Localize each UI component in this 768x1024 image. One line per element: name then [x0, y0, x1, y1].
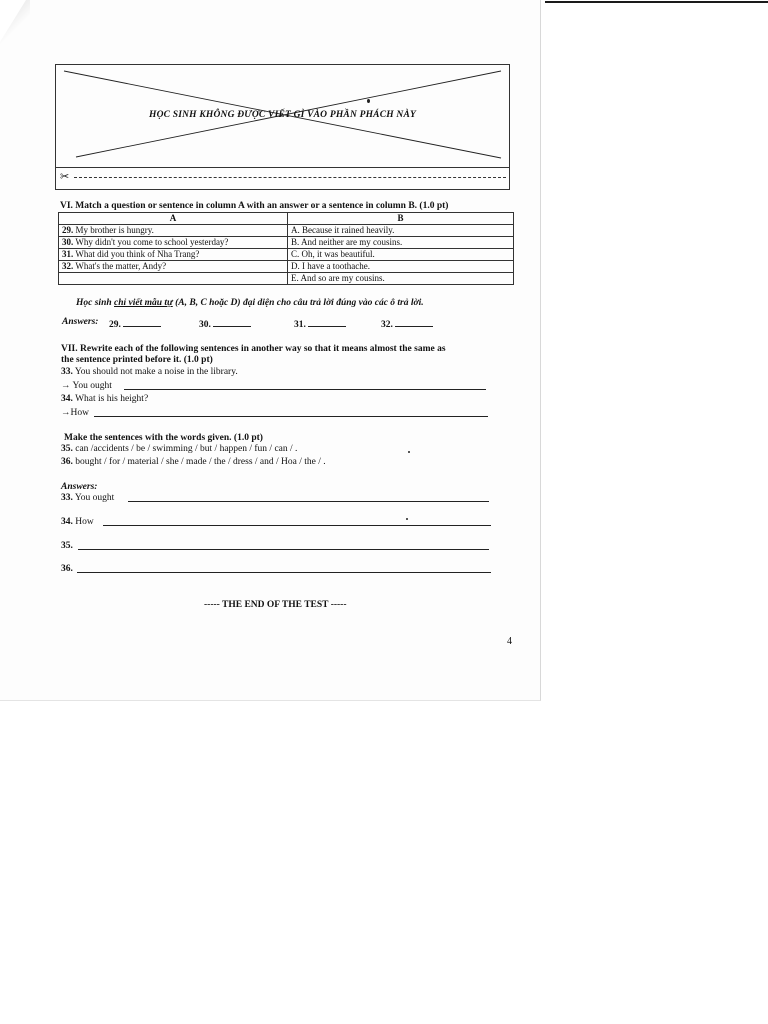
answer-33-label — [61, 493, 114, 504]
question-33 — [61, 367, 238, 378]
answer-line-34[interactable] — [94, 416, 488, 417]
table-row — [59, 225, 514, 237]
answer-number: 31. — [294, 320, 306, 330]
answer-slot-30[interactable] — [199, 317, 251, 331]
instruction-suffix: (A, B, C hoặc D) đại diện cho câu trả lời đúng vào các ô trả lời. — [172, 298, 424, 308]
question-number: 30. — [62, 237, 74, 247]
answer-blank[interactable] — [123, 317, 161, 327]
question-text: What is his height? — [72, 394, 149, 404]
instruction-underlined: chỉ viết mẫu tự — [114, 298, 173, 308]
answers-row — [62, 317, 98, 328]
end-of-test: ----- THE END OF THE TEST ----- — [204, 600, 347, 610]
question-number: 33. — [61, 493, 73, 503]
answer-blank[interactable] — [395, 317, 433, 327]
column-a-cell — [59, 249, 288, 261]
answer-line-33[interactable] — [124, 389, 486, 390]
question-text: bought / for / material / she / made / the / dress / and / Hoa / the / . — [72, 457, 326, 467]
table-header-row — [59, 213, 514, 225]
column-b-cell: E. And so are my cousins. — [288, 273, 514, 285]
question-number: 32. — [62, 261, 74, 271]
question-number: 29. — [62, 225, 74, 235]
scanned-page — [0, 0, 541, 701]
page-corner-fold — [0, 0, 26, 42]
column-b-cell: C. Oh, it was beautiful. — [288, 249, 514, 261]
question-number: 34. — [61, 394, 73, 404]
phach-crossed-area — [56, 65, 509, 168]
section7-title-line2: the sentence printed before it. (1.0 pt) — [61, 355, 213, 365]
answers-label: Answers: — [62, 317, 99, 327]
question-number: 31. — [62, 249, 74, 259]
question-text: What's the matter, Andy? — [75, 261, 167, 271]
section7-title-line1: VII. Rewrite each of the following sentences in another way so that it means almost the same as — [61, 344, 446, 354]
column-a-header: A — [59, 213, 288, 225]
table-row — [59, 249, 514, 261]
question-text: Why didn't you come to school yesterday? — [75, 237, 229, 247]
question-number: 33. — [61, 367, 73, 377]
answer-prompt: You ought — [72, 493, 115, 503]
question-number: 34. — [61, 517, 73, 527]
question-35 — [61, 444, 297, 455]
cut-line — [60, 171, 505, 183]
answer-number: 30. — [199, 320, 211, 330]
column-b-cell: A. Because it rained heavily. — [288, 225, 514, 237]
question-text: can /accidents / be / swimming / but / happen / fun / can / . — [72, 444, 298, 454]
answer-slot-32[interactable] — [381, 317, 433, 331]
instruction-prefix: Học sinh — [76, 298, 115, 308]
final-answer-line-33[interactable] — [128, 501, 489, 502]
ink-mark — [367, 99, 370, 103]
table-row — [59, 273, 514, 285]
answer-slot-31[interactable] — [294, 317, 346, 331]
ink-mark — [406, 518, 408, 520]
final-answer-line-36[interactable] — [77, 572, 491, 573]
column-a-cell — [59, 225, 288, 237]
prompt-33: → You ought — [61, 381, 112, 391]
table-row — [59, 261, 514, 273]
section8-title: Make the sentences with the words given. (1.0 pt) — [64, 433, 263, 443]
matching-table — [58, 212, 514, 285]
answer-blank[interactable] — [213, 317, 251, 327]
answer-blank[interactable] — [308, 317, 346, 327]
question-text: What did you think of Nha Trang? — [75, 249, 200, 259]
final-answer-line-35[interactable] — [78, 549, 489, 550]
dashed-cut-line — [74, 177, 506, 178]
answer-34-label — [61, 517, 94, 528]
question-34 — [61, 394, 148, 405]
question-number: 35. — [61, 444, 73, 454]
phach-notice: HỌC SINH KHÔNG ĐƯỢC VIẾT GÌ VÀO PHẦN PHÁCH NÀY — [148, 110, 417, 120]
column-a-cell — [59, 273, 288, 285]
question-number: 36. — [61, 457, 73, 467]
ink-mark — [408, 451, 410, 453]
column-a-cell — [59, 261, 288, 273]
vietnamese-instruction — [76, 298, 424, 309]
question-text: You should not make a noise in the library. — [72, 367, 238, 377]
table-row — [59, 237, 514, 249]
final-answer-line-34[interactable] — [103, 525, 491, 526]
column-b-cell: D. I have a toothache. — [288, 261, 514, 273]
answer-slot-29[interactable] — [109, 317, 161, 331]
answer-number: 32. — [381, 320, 393, 330]
answers-label-2: Answers: — [61, 482, 98, 492]
column-b-header: B — [288, 213, 514, 225]
answer-36-label: 36. — [61, 564, 73, 574]
answer-prompt: How — [72, 517, 94, 527]
column-b-cell: B. And neither are my cousins. — [288, 237, 514, 249]
answer-35-label: 35. — [61, 541, 73, 551]
page-number: 4 — [507, 636, 512, 647]
phach-box — [55, 64, 510, 190]
section6-title: VI. Match a question or sentence in column A with an answer or a sentence in column B. (1.0 pt) — [60, 201, 449, 211]
prompt-34: →How — [61, 408, 89, 418]
question-36 — [61, 457, 326, 468]
question-text: My brother is hungry. — [75, 225, 154, 235]
answer-number: 29. — [109, 320, 121, 330]
column-a-cell — [59, 237, 288, 249]
scan-edge-line — [545, 1, 768, 3]
scissors-icon: ✂ — [60, 171, 70, 183]
